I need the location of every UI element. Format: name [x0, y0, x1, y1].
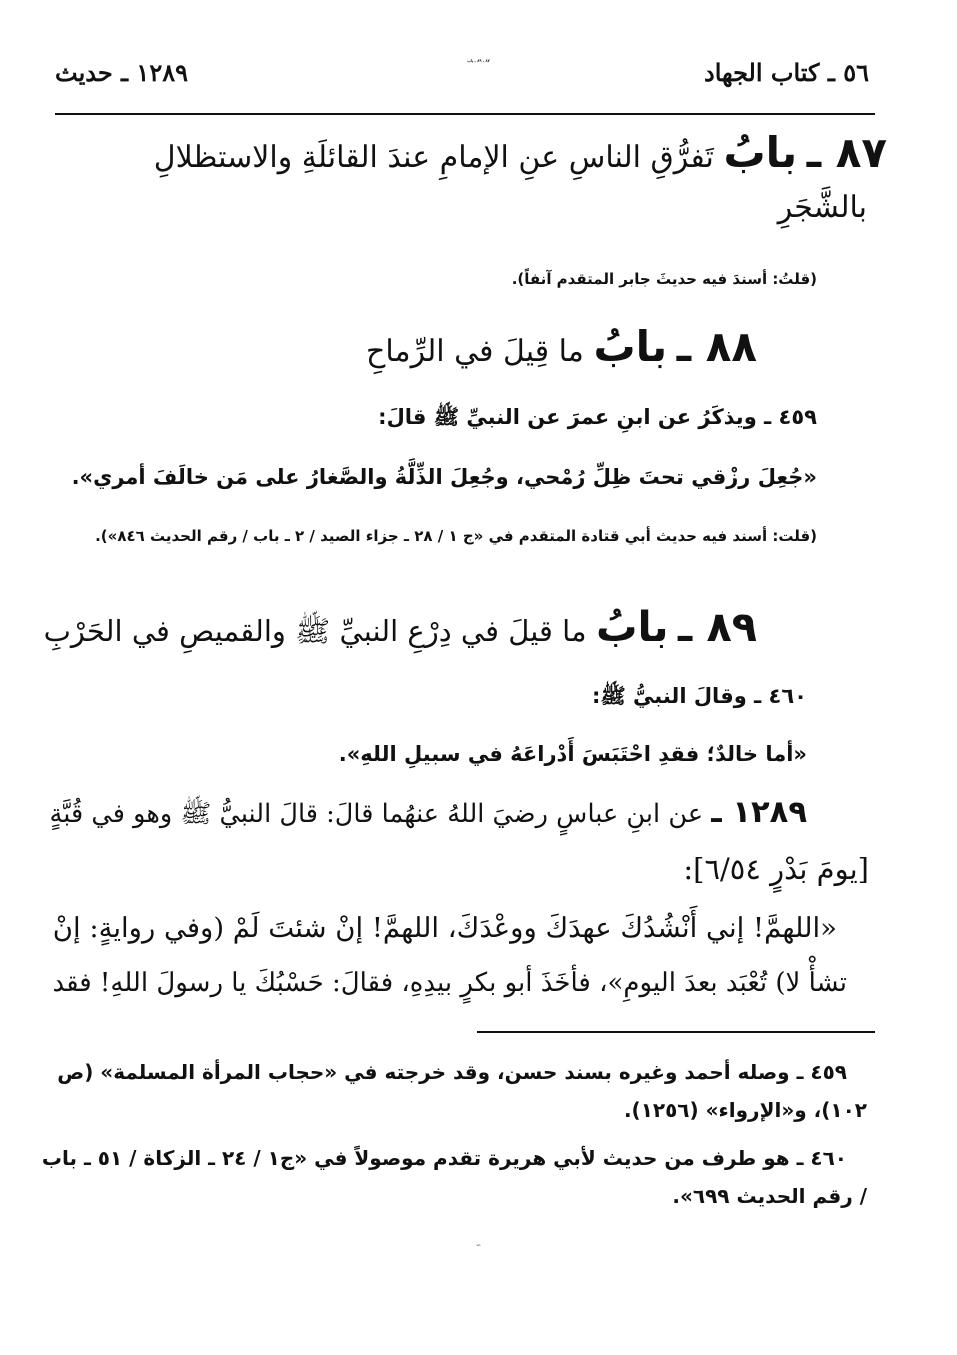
footnote-460-line2: / رقم الحديث ٦٩٩».: [672, 1184, 867, 1208]
chapter-number: ٨٧ ـ: [806, 128, 887, 177]
header-hadith-number: ١٢٨٩ ـ حديث: [55, 58, 188, 87]
chapter-title: ما قِيلَ في الرِّماحِ: [366, 334, 584, 369]
chapter-label: بابُ: [723, 128, 798, 177]
header-chapter-range: ٨٧ ـ ٨٩ ـ باب: [467, 58, 490, 63]
hadith-1289-line4: تشأْ لا) تُعْبَد بعدَ اليومِ»، فأخَذَ أبو بكرٍ بيدِهِ، فقالَ: حَسْبُكَ يا رسولَ اللهِ! فقد: [52, 968, 847, 998]
chapter-87-heading: [154, 128, 887, 177]
footnote-460-line1: ٤٦٠ ـ هو طرف من حديث لأبي هريرة تقدم موصولاً في «ج١ / ٢٤ ـ الزكاة / ٥١ ـ باب: [41, 1146, 847, 1170]
header-rule: [55, 113, 875, 115]
hadith-459-intro: ٤٥٩ ـ ويذكَرُ عن ابنِ عمرَ عن النبيِّ ﷺ قالَ:: [378, 405, 817, 429]
chapter-87-note: (قلتُ: أسندَ فيه حديثَ جابر المتقدم آنفاً).: [511, 270, 817, 288]
hadith-number: ١٢٨٩ ـ: [711, 795, 807, 830]
footnote-459-line1: ٤٥٩ ـ وصله أحمد وغيره بسند حسن، وقد خرجته في «حجاب المرأة المسلمة» (ص: [57, 1060, 847, 1084]
hadith-1289-line2: [يومَ بَدْرٍ ٦/٥٤]:: [683, 852, 869, 886]
chapter-87-title-cont: بالشَّجَرِ: [777, 190, 867, 225]
page-number: ٢٩٦: [476, 1245, 481, 1247]
chapter-title: تَفرُّقِ الناسِ عنِ الإمامِ عندَ القائلَةِ والاستظلالِ: [153, 140, 714, 175]
chapter-89-heading: [44, 603, 757, 656]
hadith-460-intro: ٤٦٠ ـ وقالَ النبيُّ ﷺ:: [591, 684, 807, 708]
chapter-title: ما قيلَ في دِرْعِ النبيِّ ﷺ والقميصِ في الحَرْبِ: [43, 614, 587, 648]
footnote-459-line2: ١٠٢)، و«الإرواء» (١٢٥٦).: [623, 1098, 867, 1122]
chapter-number: ٨٩ ـ: [677, 603, 757, 651]
hadith-1289-line1: [49, 795, 807, 835]
footnote-rule: [477, 1031, 875, 1033]
hadith-459-text: «جُعِلَ رزْقي تحتَ ظِلِّ رُمْحي، وجُعِلَ الذِّلَّةُ والصَّغارُ على مَن خالَفَ أمري».: [71, 465, 817, 489]
chapter-label: بابُ: [595, 603, 669, 651]
hadith-1289-line3: «اللهمَّ! إني أَنْشُدُكَ عهدَكَ ووعْدَكَ، اللهمَّ! إنْ شئتَ لَمْ (وفي روايةٍ: إنْ: [52, 912, 837, 944]
chapter-88-heading: [366, 322, 757, 371]
hadith-text: عن ابنِ عباسٍ رضيَ اللهُ عنهُما قالَ: قالَ النبيُّ ﷺ وهو في قُبَّةٍ: [49, 799, 704, 829]
chapter-88-note: (قلت: أسند فيه حديث أبي قتادة المتقدم في «ج ١ / ٢٨ ـ جزاء الصيد / ٢ ـ باب / رقم الحديث ٨٤٦»).: [95, 527, 817, 545]
chapter-number: ٨٨ ـ: [676, 322, 757, 371]
chapter-label: بابُ: [593, 322, 668, 371]
hadith-460-text: «أما خالدٌ؛ فقدِ احْتَبَسَ أَدْراعَهُ في سبيلِ اللهِ».: [338, 742, 807, 766]
header-book-title: ٥٦ ـ كتاب الجهاد: [704, 58, 869, 87]
